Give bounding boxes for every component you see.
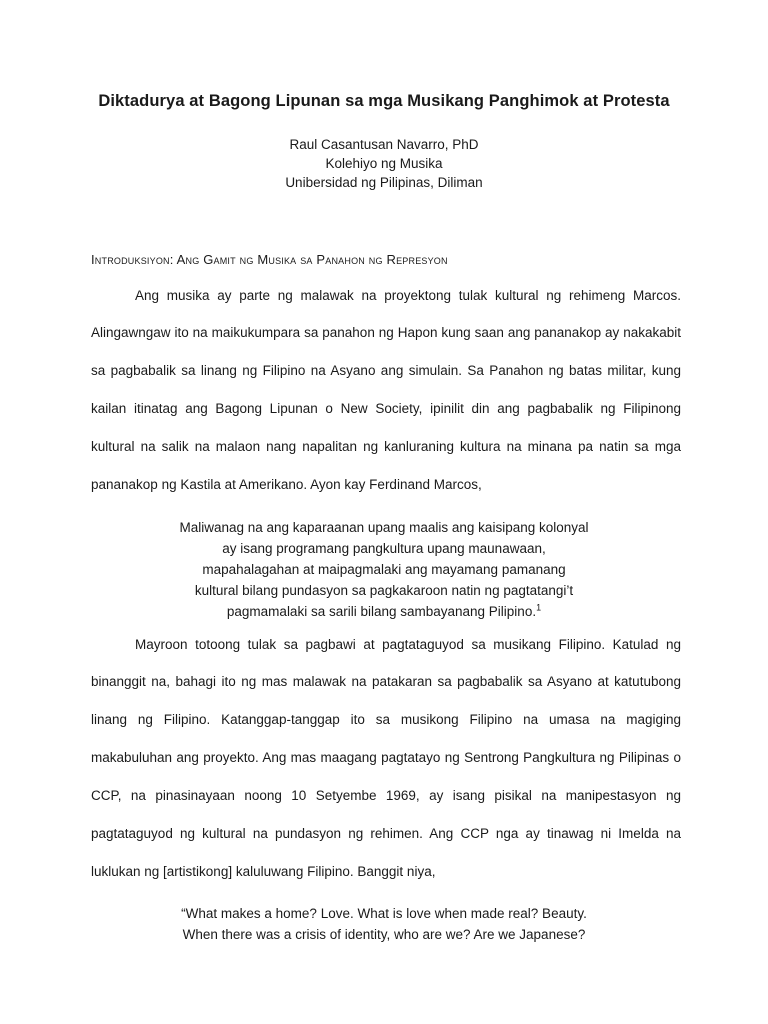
author-department: Kolehiyo ng Musika [325, 156, 443, 171]
quote-line: Maliwanag na ang kaparaanan upang maalis ang kaisipang kolonyal [179, 520, 589, 535]
paragraph-line: linang ng Filipino. Katanggap-tanggap ito sa musikong Filipino na umasa na magiging [91, 712, 681, 727]
quote-line: ay isang programang pangkultura upang maunawaan, [222, 541, 546, 556]
paragraph-line: Ang musika ay parte ng malawak na proyektong tulak kultural ng rehimeng Marcos. [135, 288, 681, 303]
paragraph-line: binanggit na, bahagi ito ng mas malawak na patakaran sa pagbabalik sa Asyano at katutubong [91, 674, 681, 689]
paragraph-line: makabuluhan ang proyekto. Ang mas maagang pagtatayo ng Sentrong Pangkultura ng Pilipinas o [91, 750, 681, 765]
quote-line: “What makes a home? Love. What is love when made real? Beauty. [181, 906, 587, 921]
paragraph-line: Alingawngaw ito na maikukumpara sa panahon ng Hapon kung saan ang pananakop ay nakakabit [91, 325, 681, 340]
quote-line: When there was a crisis of identity, who are we? Are we Japanese? [182, 927, 586, 942]
paragraph-line: pananakop ng Kastila at Amerikano. Ayon kay Ferdinand Marcos, [91, 477, 482, 492]
author-university: Unibersidad ng Pilipinas, Diliman [285, 175, 483, 190]
quote-line: kultural bilang pundasyon sa pagkakaroon natin ng pagtatangi’t [194, 583, 574, 598]
quote-line-text: pagmamalaki sa sarili bilang sambayanang Pilipino. [226, 604, 537, 619]
quote-line-last [0, 601, 768, 622]
quote-line: mapahalagahan at maipagmalaki ang mayamang pamanang [202, 562, 566, 577]
paragraph-line: pagtataguyod ng kultural na pundasyon ng rehimen. Ang CCP nga ay tinawag ni Imelda na [91, 826, 681, 841]
section-heading: Introduksiyon: Ang Gamit ng Musika sa Panahon ng Represyon [91, 252, 448, 267]
document-title: Diktadurya at Bagong Lipunan sa mga Musikang Panghimok at Protesta [98, 92, 670, 110]
block-quote-1 [0, 517, 768, 622]
paragraph-line: kailan itinatag ang Bagong Lipunan o New Society, ipinilit din ang pagbabalik ng Filipinong [91, 401, 681, 416]
paragraph-line: luklukan ng [artistikong] kaluluwang Filipino. Banggit niya, [91, 864, 436, 879]
author-block [0, 135, 768, 192]
block-quote-2 [0, 903, 768, 945]
paragraph-line: CCP, na pinasinayaan noong 10 Setyembe 1969, ay isang pisikal na manipestasyon ng [91, 788, 681, 803]
paragraph-line: sa pagbabalik sa linang ng Filipino na Asyano ang simulain. Sa Panahon ng batas militar, kung [91, 363, 681, 378]
paragraph-line: Mayroon totoong tulak sa pagbawi at pagtataguyod sa musikang Filipino. Katulad ng [135, 637, 681, 652]
paragraph-line: kultural na salik na malaon nang napalitan ng kanluraning kultura na minana pa natin sa mga [91, 439, 681, 454]
footnote-marker: 1 [536, 602, 542, 613]
author-name: Raul Casantusan Navarro, PhD [289, 137, 479, 152]
